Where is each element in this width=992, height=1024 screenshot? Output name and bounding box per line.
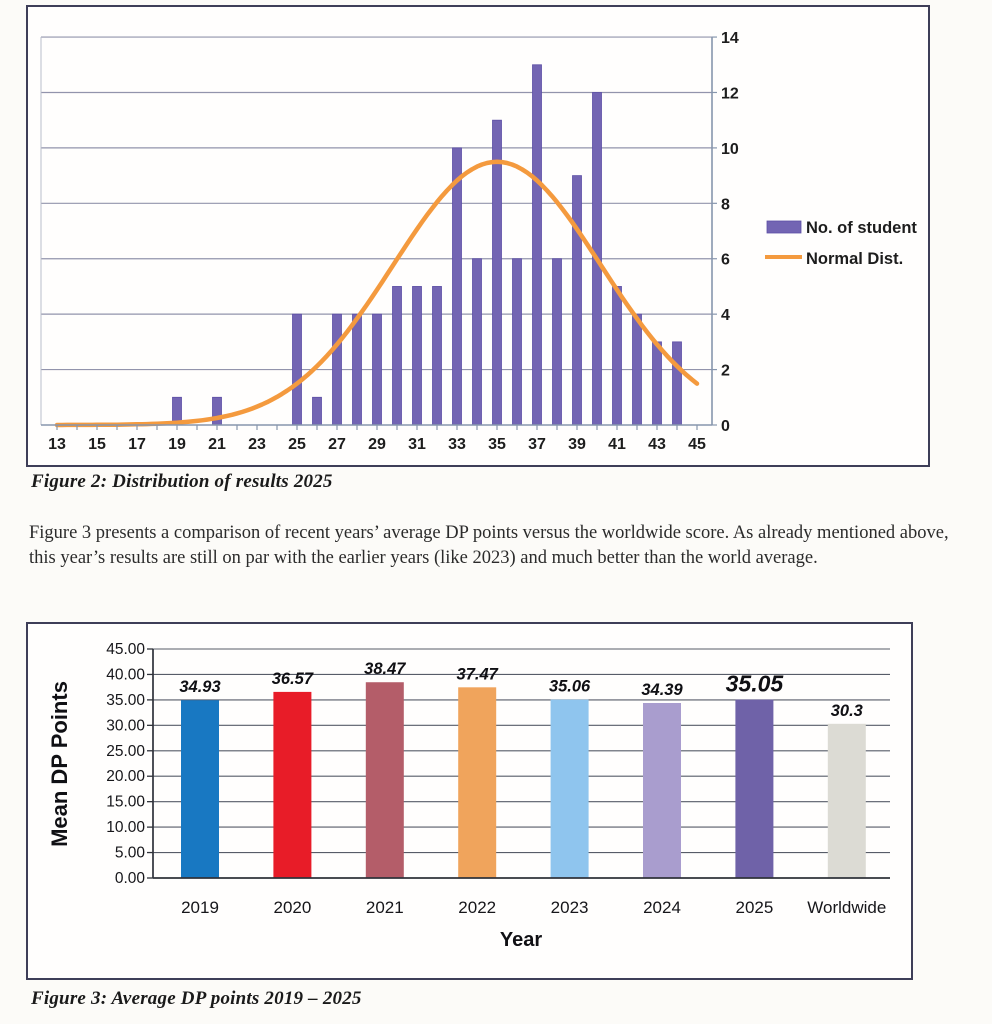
bar-37: [533, 65, 542, 425]
x-tick-label: 43: [648, 436, 666, 453]
y-tick-label: 5.00: [114, 844, 145, 862]
bar-44: [673, 342, 682, 425]
y-tick-label: 25.00: [106, 742, 145, 760]
x-tick-label: 19: [168, 436, 186, 453]
value-label: 35.05: [725, 670, 784, 697]
bar-42: [633, 314, 642, 425]
y-tick-label: 45.00: [106, 641, 145, 658]
y-tick-label: 10.00: [106, 819, 145, 837]
x-tick-label: 2020: [273, 898, 312, 917]
value-label: 38.47: [364, 660, 406, 679]
bar-2020: [273, 692, 311, 878]
bar-35: [493, 120, 502, 425]
x-tick-label: 35: [488, 436, 506, 453]
bar-34: [473, 259, 482, 425]
figure2-plot: [28, 7, 928, 461]
x-tick-label: 2024: [643, 898, 681, 917]
figure2-chart: [26, 5, 930, 467]
y-tick-label: 20.00: [106, 768, 145, 786]
y-axis-title: Mean DP Points: [47, 681, 72, 847]
y-tick-label: 10: [721, 140, 739, 158]
x-tick-label: 17: [128, 436, 146, 453]
x-tick-label: 13: [48, 436, 66, 453]
bar-2025: [735, 700, 773, 878]
bar-41: [613, 286, 622, 425]
bar-38: [553, 259, 562, 425]
x-tick-label: 31: [408, 436, 426, 453]
value-label: 34.93: [179, 678, 221, 697]
y-tick-label: 0: [721, 418, 730, 435]
figure3-chart: [26, 622, 913, 980]
x-tick-label: 15: [88, 436, 106, 453]
bar-31: [413, 286, 422, 425]
bar-2023: [551, 700, 589, 878]
bar-2021: [366, 682, 404, 878]
bar-2024: [643, 703, 681, 878]
figure3-plot: [28, 624, 911, 978]
bar-36: [513, 259, 522, 425]
bar-43: [653, 342, 662, 425]
x-tick-label: 27: [328, 436, 346, 453]
bar-2022: [458, 687, 496, 878]
x-tick-label: 2023: [550, 898, 589, 917]
x-tick-label: 25: [288, 436, 306, 453]
x-tick-label: 37: [528, 436, 546, 453]
bar-30: [393, 286, 402, 425]
y-tick-label: 35.00: [106, 691, 145, 709]
legend-bar-swatch: [767, 221, 801, 233]
x-tick-label: 29: [368, 436, 386, 453]
bar-33: [453, 148, 462, 425]
value-label: 36.57: [271, 669, 314, 688]
bar-29: [373, 314, 382, 425]
value-label: 30.3: [830, 701, 863, 720]
body-paragraph: Figure 3 presents a comparison of recent years’ average DP points versus the worldwide score. As already mentioned above, this year’s results are still on par with the earlier years (like 2023) and much better than the world average.: [29, 523, 949, 568]
bar-2019: [181, 700, 219, 878]
bar-27: [333, 314, 342, 425]
y-tick-label: 12: [721, 85, 739, 103]
y-tick-label: 0.00: [114, 870, 145, 887]
x-tick-label: 21: [208, 436, 226, 453]
y-tick-label: 6: [721, 251, 730, 269]
y-tick-label: 2: [721, 362, 730, 380]
legend-label: Normal Dist.: [806, 250, 904, 268]
x-tick-label: 2025: [735, 898, 774, 917]
x-tick-label: 45: [688, 436, 706, 453]
value-label: 34.39: [641, 680, 683, 699]
x-tick-label: 33: [448, 436, 466, 453]
x-axis-title: Year: [499, 929, 543, 951]
y-tick-label: 40.00: [106, 666, 145, 684]
y-tick-label: 8: [721, 196, 730, 214]
x-tick-label: 2019: [181, 898, 219, 917]
y-tick-label: 4: [721, 307, 730, 325]
bar-28: [353, 314, 362, 425]
value-label: 35.06: [548, 677, 591, 696]
x-tick-label: 2022: [458, 898, 497, 917]
legend-label: No. of student: [806, 219, 917, 237]
x-tick-label: 41: [608, 436, 626, 453]
value-label: 37.47: [456, 665, 498, 684]
bar-39: [573, 176, 582, 425]
bar-Worldwide: [828, 724, 866, 878]
x-tick-label: 23: [248, 436, 266, 453]
bar-21: [213, 397, 222, 425]
x-tick-label: 2021: [365, 898, 404, 917]
x-tick-label: 39: [568, 436, 586, 453]
figure3-caption: Figure 3: Average DP points 2019 – 2025: [31, 988, 362, 1009]
bar-25: [293, 314, 302, 425]
y-tick-label: 15.00: [106, 793, 145, 811]
figure2-caption: Figure 2: Distribution of results 2025: [31, 471, 333, 492]
x-tick-label: Worldwide: [807, 898, 887, 917]
bar-32: [433, 286, 442, 425]
y-tick-label: 14: [721, 30, 739, 48]
bar-26: [313, 397, 322, 425]
y-tick-label: 30.00: [106, 717, 145, 735]
